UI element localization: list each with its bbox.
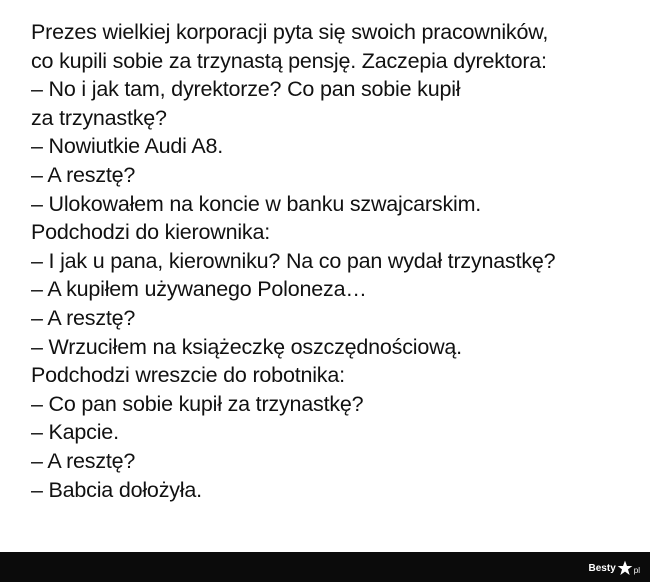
joke-text (31, 18, 631, 504)
besty-watermark (589, 558, 640, 578)
joke-line: – Babcia dołożyła. (31, 477, 202, 502)
joke-line: – Ulokowałem na koncie w banku szwajcarskim. (31, 191, 482, 216)
joke-line: – Co pan sobie kupił za trzynastkę? (31, 391, 364, 416)
joke-line: – A kupiłem używanego Poloneza… (31, 277, 367, 302)
joke-line: Podchodzi do kierownika: (31, 220, 271, 245)
joke-line: – Nowiutkie Audi A8. (31, 134, 224, 159)
watermark-brand-right: pl (633, 566, 640, 575)
star-icon (617, 560, 633, 576)
joke-line: Prezes wielkiej korporacji pyta się swoich pracowników, (31, 20, 549, 44)
joke-line: – Kapcie. (31, 420, 119, 445)
joke-line: – A resztę? (31, 305, 136, 330)
joke-line: – Wrzuciłem na książeczkę oszczędnościową. (31, 334, 462, 359)
joke-line: – No i jak tam, dyrektorze? Co pan sobie kupił (31, 77, 461, 102)
joke-line: Podchodzi wreszcie do robotnika: (31, 363, 345, 388)
joke-line: za trzynastkę? (31, 105, 167, 130)
watermark-brand-left: Besty (588, 562, 616, 574)
joke-line: – I jak u pana, kierowniku? Na co pan wydał trzynastkę? (31, 248, 556, 273)
joke-line: – A resztę? (31, 448, 136, 473)
joke-line: co kupili sobie za trzynastą pensję. Zaczepia dyrektora: (31, 48, 547, 73)
joke-line: – A resztę? (31, 162, 136, 187)
footer-bar (0, 552, 650, 582)
